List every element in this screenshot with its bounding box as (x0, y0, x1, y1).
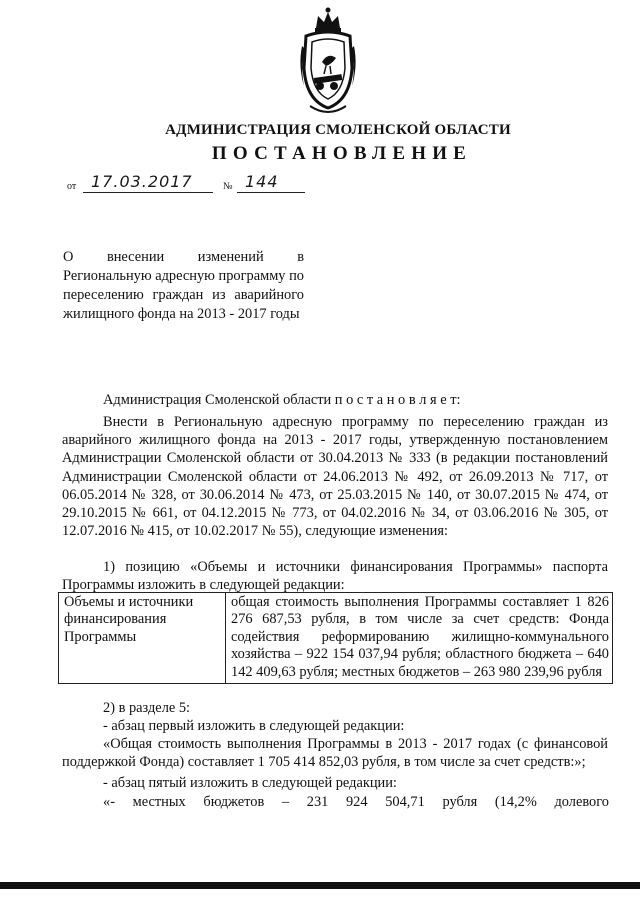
paragraph-five-instruction: - абзац пятый изложить в следующей редакции: (103, 775, 397, 791)
item-1-paragraph: 1) позицию «Объемы и источники финансирования Программы» паспорта Программы изложить в следующей редакции: (62, 559, 608, 594)
table-row (59, 593, 613, 684)
main-paragraph: Внести в Региональную адресную программу по переселению граждан из аварийного жилищного фонда на 2013 - 2017 годы, утвержденную постановлением Администрации Смоленской области от 30.04.2013 № 333 (в редакции постановлений Администрации Смоленской области от 24.06.2013 № 492, от 26.09.2013 № 717, от 06.05.2014 № 328, от 30.06.2014 № 473, от 25.03.2015 № 140, от 30.07.2015 № 474, от 29.10.2015 № 661, от 04.12.2015 № 773, от 04.02.2016 № 34, от 03.06.2016 № 305, от 12.07.2016 № 415, от 10.02.2017 № 55), следующие изменения: (62, 414, 608, 540)
organization-name: АДМИНИСТРАЦИЯ СМОЛЕНСКОЙ ОБЛАСТИ (165, 122, 511, 138)
paragraph-one-quote: «Общая стоимость выполнения Программы в 2013 - 2017 годах (с финансовой поддержкой Фонда) составляет 1 705 414 852,03 рубля, в том числе за счет средств:»; (62, 736, 608, 771)
date-underline (83, 192, 213, 193)
handwritten-date: 17.03.2017 (91, 172, 193, 191)
financing-label-cell: Объемы и источники финансирования Программы (59, 593, 226, 684)
financing-table (58, 592, 613, 684)
coat-of-arms-emblem (296, 6, 360, 126)
document-type-title: ПОСТАНОВЛЕНИЕ (211, 143, 473, 164)
paragraph-five-quote: «- местных бюджетов – 231 924 504,71 рубля (14,2% долевого (103, 794, 609, 810)
scan-bottom-border (0, 882, 640, 889)
financing-value-cell: общая стоимость выполнения Программы составляет 1 826 276 687,53 рубля, в том числе за счет средств: Фонда содействия реформированию жилищно-коммунального хозяйства – 922 154 037,94 рубля; областного бюджета – 640 142 409,63 рубля; местных бюджетов – 263 980 239,96 рубля (226, 593, 613, 684)
paragraph-one-instruction: - абзац первый изложить в следующей редакции: (103, 718, 405, 734)
date-label: от (67, 181, 77, 192)
number-underline (237, 192, 305, 193)
number-label: № (223, 181, 233, 192)
date-number-line (67, 174, 327, 194)
handwritten-number: 144 (245, 172, 279, 191)
document-subject: О внесении изменений в Региональную адресную программу по переселению граждан из аварийного жилищного фонда на 2013 - 2017 годы (63, 249, 304, 322)
resolution-intro: Администрация Смоленской области п о с т а н о в л я е т: (103, 392, 461, 408)
item-2-heading: 2) в разделе 5: (103, 700, 191, 716)
